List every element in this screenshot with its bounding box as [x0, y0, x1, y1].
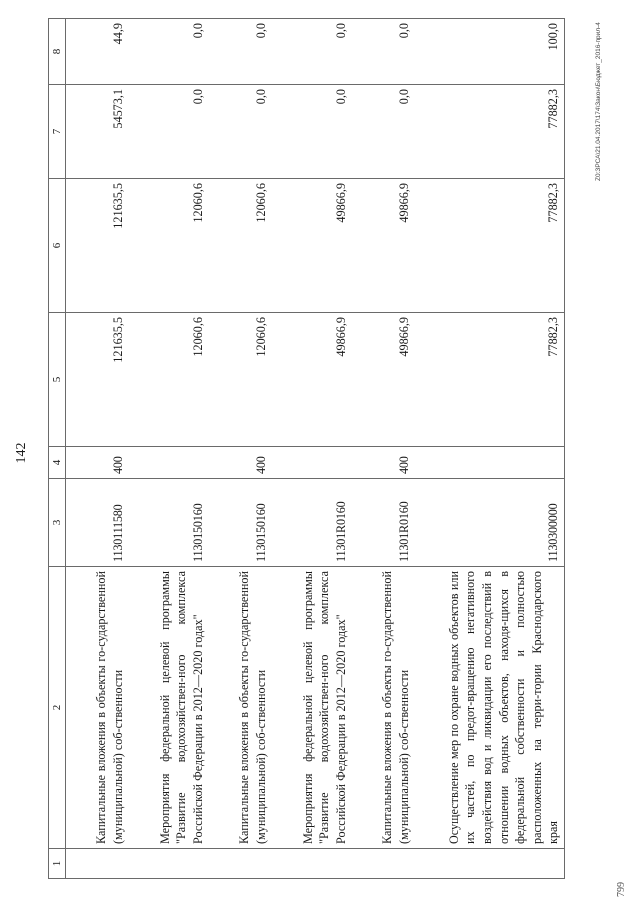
- budget-table: [48, 18, 565, 879]
- row-code: 11301R0160: [272, 479, 352, 567]
- row-code: 1130300000: [415, 479, 565, 567]
- budget-table-block: [48, 19, 584, 879]
- row-type: [272, 447, 352, 479]
- col-header-3: 3: [49, 479, 66, 567]
- table-row: [129, 19, 209, 879]
- row-name: Капитальные вложения в объекты го-сударственной (муниципальной) соб-ственности: [352, 567, 415, 849]
- file-path-note: Z0:ЗРСА\21.04.2017\174\Закон\Бюджет_2016-прил-4: [595, 22, 602, 181]
- row-type: 400: [66, 447, 129, 479]
- row-value-8: 0,0: [352, 19, 415, 85]
- page-number: 142: [14, 442, 29, 464]
- row-code: 1130150160: [129, 479, 209, 567]
- row-index-cell: [415, 849, 565, 879]
- table-row: [415, 19, 565, 879]
- table-row: [352, 19, 415, 879]
- row-value-6: 12060,6: [209, 179, 272, 313]
- row-code: 11301R0160: [352, 479, 415, 567]
- col-header-6: 6: [49, 179, 66, 313]
- row-code: 1130111580: [66, 479, 129, 567]
- table-row: [209, 19, 272, 879]
- row-value-6: 121635,5: [66, 179, 129, 313]
- row-value-8: 0,0: [129, 19, 209, 85]
- row-value-8: 0,0: [272, 19, 352, 85]
- col-header-8: 8: [49, 19, 66, 85]
- row-value-7: 0,0: [209, 85, 272, 179]
- row-name: Капитальные вложения в объекты го-сударственной (муниципальной) соб-ственности: [209, 567, 272, 849]
- row-value-8: 100,0: [415, 19, 565, 85]
- table-row: [272, 19, 352, 879]
- row-value-8: 0,0: [209, 19, 272, 85]
- row-index-cell: [352, 849, 415, 879]
- corner-mark: 799: [616, 882, 627, 897]
- col-header-5: 5: [49, 313, 66, 447]
- row-value-6: 49866,9: [272, 179, 352, 313]
- row-value-5: 77882,3: [415, 313, 565, 447]
- row-value-6: 77882,3: [415, 179, 565, 313]
- row-type: [129, 447, 209, 479]
- row-value-7: 77882,3: [415, 85, 565, 179]
- row-name: Осуществление мер по охране водных объектов или их частей, по предот-вращению негативного воздействия вод и ликвидации его последствий в отношении водных объектов, находя-щихся в федеральной собственности и полностью расположенных на терри-тории Краснодарского края: [415, 567, 565, 849]
- col-header-2: 2: [49, 567, 66, 849]
- row-name: Капитальные вложения в объекты го-сударственной (муниципальной) соб-ственности: [66, 567, 129, 849]
- row-name: Мероприятия федеральной целевой программы "Развитие водохозяйствен-ного комплекса Российской Федерации в 2012—2020 годах": [272, 567, 352, 849]
- row-type: 400: [209, 447, 272, 479]
- row-value-6: 12060,6: [129, 179, 209, 313]
- row-type: [415, 447, 565, 479]
- row-value-7: 0,0: [272, 85, 352, 179]
- row-code: 1130150160: [209, 479, 272, 567]
- row-value-5: 12060,6: [209, 313, 272, 447]
- column-number-row: [49, 19, 66, 879]
- row-value-5: 12060,6: [129, 313, 209, 447]
- row-type: 400: [352, 447, 415, 479]
- table-row: [66, 19, 129, 879]
- row-name: Мероприятия федеральной целевой программы "Развитие водохозяйствен-ного комплекса Российской Федерации в 2012—2020 годах": [129, 567, 209, 849]
- row-value-5: 49866,9: [272, 313, 352, 447]
- row-value-5: 121635,5: [66, 313, 129, 447]
- row-index-cell: [129, 849, 209, 879]
- row-value-7: 54573,1: [66, 85, 129, 179]
- row-index-cell: [66, 849, 129, 879]
- col-header-7: 7: [49, 85, 66, 179]
- col-header-4: 4: [49, 447, 66, 479]
- row-value-5: 49866,9: [352, 313, 415, 447]
- row-index-cell: [209, 849, 272, 879]
- row-value-7: 0,0: [129, 85, 209, 179]
- col-header-1: 1: [49, 849, 66, 879]
- row-value-6: 49866,9: [352, 179, 415, 313]
- row-value-8: 44,9: [66, 19, 129, 85]
- row-index-cell: [272, 849, 352, 879]
- row-value-7: 0,0: [352, 85, 415, 179]
